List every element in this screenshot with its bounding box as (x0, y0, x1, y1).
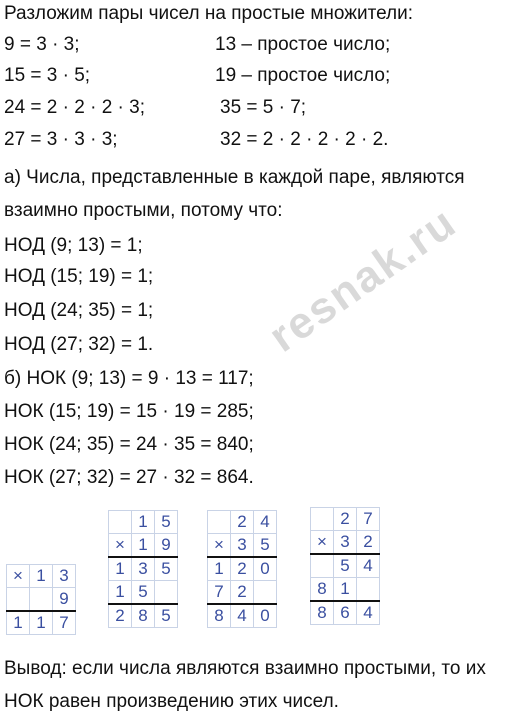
digit: 9 (155, 534, 178, 558)
result-digit: 8 (311, 601, 334, 625)
partial-digit (357, 578, 380, 602)
part-a-line1: а) Числа, представленные в каждой паре, являются (4, 167, 465, 188)
result-digit: 1 (7, 611, 30, 635)
partial-digit (311, 554, 334, 578)
partial-digit: 5 (155, 557, 178, 581)
digit: 3 (53, 565, 76, 588)
result-digit: 6 (334, 601, 357, 625)
digit: 4 (254, 511, 277, 534)
gcd-line-1: НОД (9; 13) = 1; (4, 235, 143, 256)
partial-digit: 7 (208, 581, 231, 605)
partial-digit (155, 581, 178, 605)
times-sign: × (109, 534, 132, 558)
multiplication-grid-2 (108, 510, 178, 628)
digit: 1 (30, 565, 53, 588)
factor-right-4: 32 = 2 · 2 · 2 · 2 · 2. (220, 129, 389, 150)
digit: 3 (334, 531, 357, 555)
multiplication-grid-1 (6, 564, 76, 635)
result-digit: 4 (357, 601, 380, 625)
partial-digit: 1 (334, 578, 357, 602)
lcm-line-4: НОК (27; 32) = 27 · 32 = 864. (4, 467, 254, 488)
digit (7, 588, 30, 612)
conclusion-line1: Вывод: если числа являются взаимно простыми, то их (4, 658, 486, 679)
gcd-line-2: НОД (15; 19) = 1; (4, 266, 154, 287)
digit: 2 (334, 508, 357, 531)
digit: 5 (254, 534, 277, 558)
partial-digit: 1 (109, 557, 132, 581)
result-digit: 1 (30, 611, 53, 635)
conclusion-line2: НОК равен произведению этих чисел. (4, 691, 339, 712)
digit: 5 (155, 511, 178, 534)
partial-digit: 1 (208, 557, 231, 581)
digit: 2 (231, 511, 254, 534)
factor-left-1: 9 = 3 · 3; (4, 34, 80, 55)
partial-digit: 4 (357, 554, 380, 578)
digit (30, 588, 53, 612)
times-sign: × (311, 531, 334, 555)
gcd-line-3: НОД (24; 35) = 1; (4, 300, 154, 321)
factor-left-3: 24 = 2 · 2 · 2 · 3; (4, 97, 145, 118)
partial-digit: 1 (109, 581, 132, 605)
times-sign: × (208, 534, 231, 558)
lcm-line-3: НОК (24; 35) = 24 · 35 = 840; (4, 434, 254, 455)
digit: 1 (132, 511, 155, 534)
lcm-line-1: б) НОК (9; 13) = 9 · 13 = 117; (4, 368, 254, 389)
partial-digit: 0 (254, 557, 277, 581)
result-digit: 8 (208, 604, 231, 628)
result-digit: 4 (231, 604, 254, 628)
partial-digit: 5 (334, 554, 357, 578)
digit: 7 (357, 508, 380, 531)
result-digit: 7 (53, 611, 76, 635)
multiplication-grid-4 (310, 507, 380, 625)
factor-left-4: 27 = 3 · 3 · 3; (4, 129, 118, 150)
multiplication-grid-3 (207, 510, 277, 628)
gcd-line-4: НОД (27; 32) = 1. (4, 334, 154, 355)
result-digit: 2 (109, 604, 132, 628)
partial-digit: 2 (231, 581, 254, 605)
digit (109, 511, 132, 534)
result-digit: 0 (254, 604, 277, 628)
times-sign: × (7, 565, 30, 588)
result-digit: 8 (132, 604, 155, 628)
digit (311, 508, 334, 531)
partial-digit (254, 581, 277, 605)
partial-digit: 5 (132, 581, 155, 605)
digit: 2 (357, 531, 380, 555)
digit: 3 (231, 534, 254, 558)
factor-left-2: 15 = 3 · 5; (4, 65, 91, 86)
digit (208, 511, 231, 534)
partial-digit: 8 (311, 578, 334, 602)
factor-right-2: 19 – простое число; (215, 65, 391, 86)
factor-right-3: 35 = 5 · 7; (220, 97, 307, 118)
digit: 9 (53, 588, 76, 612)
intro-text: Разложим пары чисел на простые множители: (4, 3, 413, 24)
partial-digit: 3 (132, 557, 155, 581)
result-digit: 5 (155, 604, 178, 628)
part-a-line2: взаимно простыми, потому что: (4, 200, 283, 221)
partial-digit: 2 (231, 557, 254, 581)
lcm-line-2: НОК (15; 19) = 15 · 19 = 285; (4, 401, 254, 422)
digit: 1 (132, 534, 155, 558)
watermark: resnak.ru (260, 197, 466, 362)
factor-right-1: 13 – простое число; (215, 34, 391, 55)
